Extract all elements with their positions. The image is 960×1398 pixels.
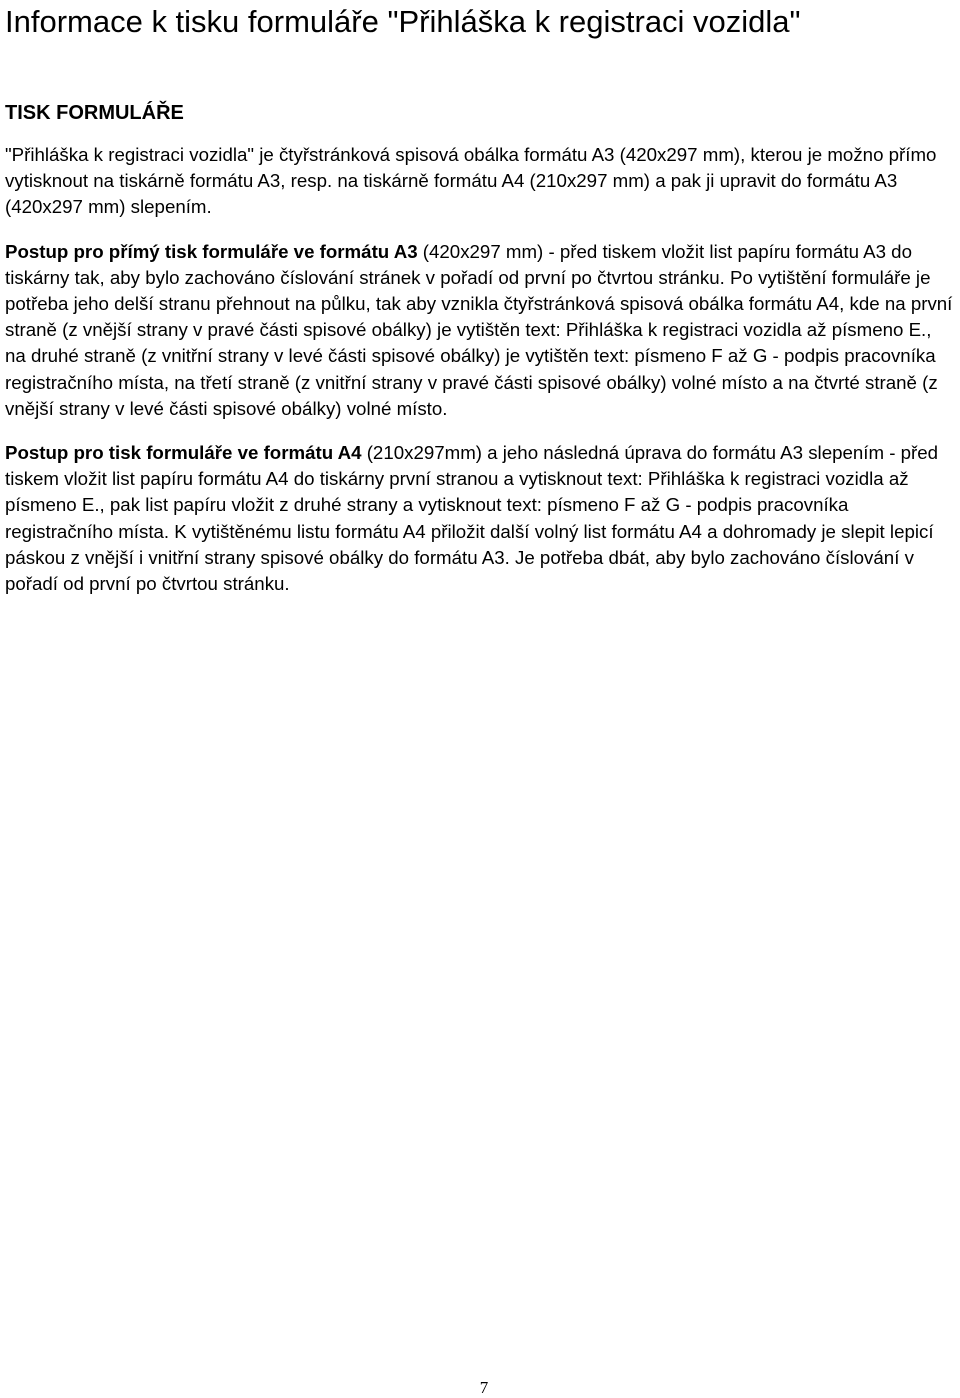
page-title: Informace k tisku formuláře "Přihláška k registraci vozidla" <box>5 4 801 39</box>
a4-print-paragraph <box>5 440 957 597</box>
section-heading: TISK FORMULÁŘE <box>5 102 184 124</box>
a3-print-text: (420x297 mm) - před tiskem vložit list papíru formátu A3 do tiskárny tak, aby bylo zachováno číslování stránek v pořadí od první po čtvrtou stránku. Po vytištění formuláře je potřeba jeho delší stranu přehnout na půlku, tak aby vznikla čtyřstránková spisová obálka formátu A4, kde na první straně (z vnější strany v pravé části spisové obálky) je vytištěn text: Přihláška k registraci vozidla až písmeno E., na druhé straně (z vnitřní strany v levé části spisové obálky) je vytištěn text: písmeno F až G - podpis pracovníka registračního místa, na třetí straně (z vnitřní strany v pravé části spisové obálky) volné místo a na čtvrté straně (z vnější strany v levé části spisové obálky) volné místo. <box>5 240 953 419</box>
a4-print-text: (210x297mm) a jeho následná úprava do formátu A3 slepením - před tiskem vložit list papíru formátu A4 do tiskárny první stranou a vytisknout text: Přihláška k registraci vozidla až písmeno E., pak list papíru vložit z druhé strany a vytisknout text: písmeno F až G - podpis pracovníka registračního místa. K vytištěnému listu formátu A4 přiložit další volný list formátu A4 a dohromady je slepit lepicí páskou z vnější i vnitřní strany spisové obálky do formátu A3. Je potřeba dbát, aby bylo zachováno číslování v pořadí od první po čtvrtou stránku. <box>5 442 939 595</box>
a3-print-heading: Postup pro přímý tisk formuláře ve formátu A3 <box>5 240 418 262</box>
a4-print-heading: Postup pro tisk formuláře ve formátu A4 <box>5 442 362 464</box>
page-number: 7 <box>479 1378 489 1397</box>
document-page <box>5 0 957 597</box>
intro-paragraph: "Přihláška k registraci vozidla" je čtyřstránková spisová obálka formátu A3 (420x297 mm), kterou je možno přímo vytisknout na tiskárně formátu A3, resp. na tiskárně formátu A4 (210x297 mm) a pak ji upravit do formátu A3 (420x297 mm) slepením. <box>5 144 937 218</box>
a3-print-paragraph <box>5 239 957 422</box>
